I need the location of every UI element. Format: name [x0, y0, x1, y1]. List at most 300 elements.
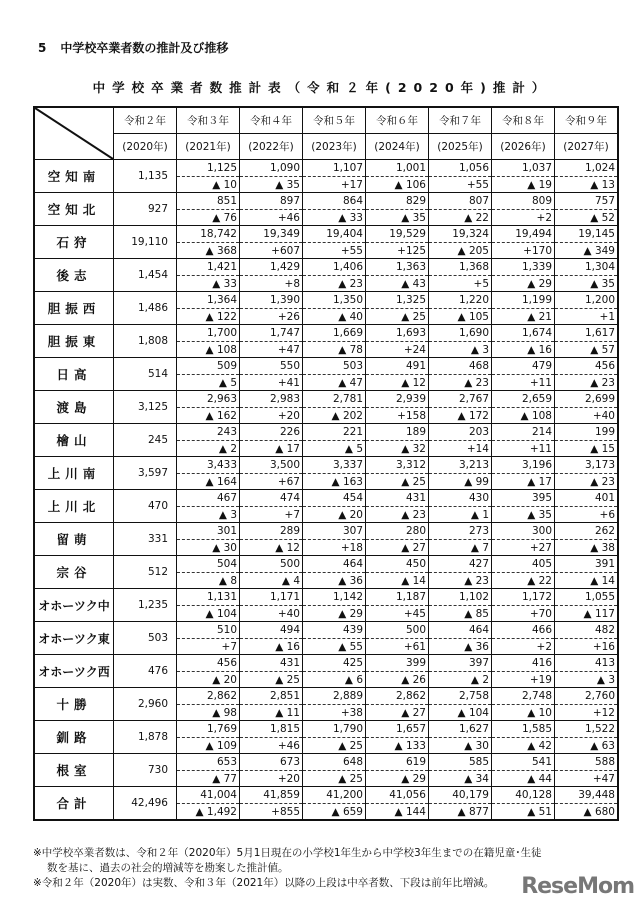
year-cell [555, 622, 619, 655]
year-over-year-change: ▲ 16 [275, 641, 300, 653]
year-cell [492, 292, 555, 325]
year-over-year-change: ▲ 33 [338, 212, 363, 224]
graduates-count: 1,090 [240, 160, 302, 177]
footnote-2: ※令和２年（2020年）は実数、令和３年（2021年）以降の上段は中卒者数、下段は前年比増減。 [33, 877, 495, 889]
graduates-count: 273 [429, 523, 491, 540]
year-over-year-change: ▲ 63 [590, 740, 615, 752]
year-cell [177, 424, 240, 457]
year-cell [555, 391, 619, 424]
year-over-year-change: ▲ 4 [281, 575, 300, 587]
graduates-count: 474 [240, 490, 302, 507]
year-over-year-change: ▲ 27 [401, 542, 426, 554]
year-over-year-change: ▲ 35 [401, 212, 426, 224]
graduates-count: 619 [366, 754, 428, 771]
graduates-count: 1,107 [303, 160, 365, 177]
year-over-year-change: ▲ 25 [275, 674, 300, 686]
base-value-2020: 42,496 [114, 787, 177, 821]
year-cell [177, 226, 240, 259]
year-over-year-change: +38 [340, 707, 363, 719]
header-year: (2027年) [555, 134, 619, 160]
year-cell [555, 490, 619, 523]
year-over-year-change: ▲ 1 [470, 509, 489, 521]
year-over-year-change: ▲ 25 [401, 476, 426, 488]
year-cell [303, 259, 366, 292]
year-over-year-change: +7 [284, 509, 300, 521]
year-over-year-change: +24 [403, 344, 426, 356]
year-over-year-change: ▲ 32 [401, 443, 426, 455]
resemom-watermark: ReseMom [521, 874, 634, 899]
year-over-year-change: +19 [529, 674, 552, 686]
graduates-count: 466 [492, 622, 554, 639]
year-cell [240, 193, 303, 226]
header-year: (2026年) [492, 134, 555, 160]
base-value-2020: 927 [114, 193, 177, 226]
table-row [34, 292, 618, 325]
year-over-year-change: ▲ 349 [583, 245, 615, 257]
year-over-year-change: ▲ 14 [590, 575, 615, 587]
graduates-count: 653 [177, 754, 239, 771]
year-over-year-change: ▲ 368 [205, 245, 237, 257]
graduates-count: 1,200 [555, 292, 617, 309]
year-over-year-change: +45 [403, 608, 426, 620]
graduates-count: 1,199 [492, 292, 554, 309]
year-cell [429, 754, 492, 787]
year-over-year-change: ▲ 51 [527, 806, 552, 818]
year-cell [240, 655, 303, 688]
graduates-count: 3,213 [429, 457, 491, 474]
graduates-count: 1,368 [429, 259, 491, 276]
year-over-year-change: ▲ 8 [218, 575, 237, 587]
base-value-2020: 3,597 [114, 457, 177, 490]
year-cell [240, 325, 303, 358]
year-over-year-change: ▲ 25 [338, 773, 363, 785]
graduates-count: 1,125 [177, 160, 239, 177]
graduates-count: 300 [492, 523, 554, 540]
year-over-year-change: ▲ 1,492 [195, 806, 237, 818]
graduates-count: 416 [492, 655, 554, 672]
graduates-count: 1,304 [555, 259, 617, 276]
year-over-year-change: +8 [284, 278, 300, 290]
year-cell [366, 589, 429, 622]
graduates-count: 1,339 [492, 259, 554, 276]
year-over-year-change: +55 [340, 245, 363, 257]
graduates-count: 757 [555, 193, 617, 210]
header-era: 令和２年 [114, 107, 177, 134]
graduates-count: 1,747 [240, 325, 302, 342]
year-cell [366, 226, 429, 259]
graduates-count: 289 [240, 523, 302, 540]
year-cell [303, 622, 366, 655]
graduates-count: 1,172 [492, 589, 554, 606]
year-cell [429, 688, 492, 721]
year-over-year-change: ▲ 5 [218, 377, 237, 389]
graduates-count: 18,742 [177, 226, 239, 243]
region-name: 宗谷 [34, 556, 114, 589]
year-over-year-change: ▲ 36 [338, 575, 363, 587]
table-row [34, 193, 618, 226]
year-cell [366, 655, 429, 688]
graduates-count: 482 [555, 622, 617, 639]
year-over-year-change: +20 [277, 773, 300, 785]
year-cell [177, 391, 240, 424]
graduates-count: 1,674 [492, 325, 554, 342]
year-over-year-change: ▲ 30 [464, 740, 489, 752]
graduates-count: 464 [303, 556, 365, 573]
year-cell [177, 787, 240, 821]
year-over-year-change: ▲ 27 [401, 707, 426, 719]
graduates-count: 425 [303, 655, 365, 672]
section-heading: 中学校卒業者数の推計及び推移 [60, 41, 229, 55]
header-row-years [34, 134, 618, 160]
year-cell [177, 457, 240, 490]
region-name: オホーツク中 [34, 589, 114, 622]
year-cell [492, 622, 555, 655]
graduates-count: 1,364 [177, 292, 239, 309]
year-cell [366, 193, 429, 226]
year-over-year-change: ▲ 38 [590, 542, 615, 554]
base-value-2020: 19,110 [114, 226, 177, 259]
year-over-year-change: ▲ 164 [205, 476, 237, 488]
year-cell [177, 721, 240, 754]
year-cell [366, 259, 429, 292]
year-cell [240, 787, 303, 821]
year-cell [492, 688, 555, 721]
region-name: 檜山 [34, 424, 114, 457]
year-cell [555, 754, 619, 787]
graduates-count: 2,862 [177, 688, 239, 705]
table-row [34, 358, 618, 391]
graduates-count: 41,859 [240, 787, 302, 804]
graduates-count: 807 [429, 193, 491, 210]
graduates-count: 1,657 [366, 721, 428, 738]
year-over-year-change: ▲ 680 [583, 806, 615, 818]
year-cell [555, 721, 619, 754]
table-row [34, 622, 618, 655]
year-cell [492, 556, 555, 589]
year-cell [240, 622, 303, 655]
table-row [34, 259, 618, 292]
region-name: 渡島 [34, 391, 114, 424]
year-over-year-change: ▲ 105 [457, 311, 489, 323]
region-name: 日高 [34, 358, 114, 391]
graduates-count: 1,522 [555, 721, 617, 738]
graduates-count: 214 [492, 424, 554, 441]
year-cell [366, 292, 429, 325]
year-over-year-change: +47 [592, 773, 615, 785]
year-cell [429, 292, 492, 325]
year-cell [366, 391, 429, 424]
year-over-year-change: +170 [523, 245, 552, 257]
header-year: (2021年) [177, 134, 240, 160]
year-cell [303, 589, 366, 622]
year-over-year-change: +27 [529, 542, 552, 554]
year-cell [240, 721, 303, 754]
year-over-year-change: ▲ 117 [583, 608, 615, 620]
year-cell [303, 688, 366, 721]
year-cell [492, 721, 555, 754]
graduates-count: 1,585 [492, 721, 554, 738]
graduates-count: 243 [177, 424, 239, 441]
year-cell [492, 787, 555, 821]
region-name: 空知北 [34, 193, 114, 226]
table-row [34, 490, 618, 523]
graduates-count: 399 [366, 655, 428, 672]
year-over-year-change: ▲ 33 [212, 278, 237, 290]
year-over-year-change: ▲ 15 [590, 443, 615, 455]
graduates-count: 19,145 [555, 226, 617, 243]
region-name: 上川南 [34, 457, 114, 490]
year-over-year-change: ▲ 35 [590, 278, 615, 290]
table-row [34, 226, 618, 259]
graduates-count: 1,102 [429, 589, 491, 606]
year-over-year-change: ▲ 57 [590, 344, 615, 356]
year-over-year-change: ▲ 23 [590, 476, 615, 488]
graduates-count: 2,748 [492, 688, 554, 705]
year-over-year-change: ▲ 106 [394, 179, 426, 191]
year-over-year-change: +14 [466, 443, 489, 455]
year-cell [429, 391, 492, 424]
graduates-count: 1,790 [303, 721, 365, 738]
year-over-year-change: ▲ 19 [527, 179, 552, 191]
base-value-2020: 730 [114, 754, 177, 787]
year-cell [240, 754, 303, 787]
year-over-year-change: +607 [271, 245, 300, 257]
region-name: オホーツク西 [34, 655, 114, 688]
graduates-count: 397 [429, 655, 491, 672]
graduates-count: 39,448 [555, 787, 617, 804]
year-over-year-change: ▲ 98 [212, 707, 237, 719]
year-cell [177, 292, 240, 325]
footnote-1: ※中学校卒業者数は、令和２年（2020年）5月1日現在の小学校1年生から中学校3年生までの在籍児童･生徒 [33, 847, 542, 859]
year-over-year-change: ▲ 11 [275, 707, 300, 719]
year-over-year-change: ▲ 7 [470, 542, 489, 554]
year-cell [366, 721, 429, 754]
year-over-year-change: +11 [529, 443, 552, 455]
region-name: 後志 [34, 259, 114, 292]
year-over-year-change: ▲ 85 [464, 608, 489, 620]
graduates-count: 19,404 [303, 226, 365, 243]
graduates-count: 1,142 [303, 589, 365, 606]
graduates-count: 19,324 [429, 226, 491, 243]
year-over-year-change: ▲ 6 [344, 674, 363, 686]
year-cell [492, 358, 555, 391]
footnotes [33, 846, 542, 891]
graduates-count: 1,421 [177, 259, 239, 276]
year-cell [555, 325, 619, 358]
year-cell [429, 358, 492, 391]
year-cell [366, 787, 429, 821]
year-over-year-change: ▲ 23 [590, 377, 615, 389]
year-cell [303, 226, 366, 259]
year-over-year-change: ▲ 52 [590, 212, 615, 224]
region-name: 空知南 [34, 160, 114, 193]
graduates-count: 1,001 [366, 160, 428, 177]
region-name: 釧路 [34, 721, 114, 754]
year-over-year-change: ▲ 23 [401, 509, 426, 521]
graduates-count: 2,760 [555, 688, 617, 705]
graduates-count: 1,429 [240, 259, 302, 276]
year-over-year-change: ▲ 77 [212, 773, 237, 785]
graduates-count: 468 [429, 358, 491, 375]
year-over-year-change: ▲ 20 [338, 509, 363, 521]
region-name: 石狩 [34, 226, 114, 259]
base-value-2020: 1,486 [114, 292, 177, 325]
graduates-count: 2,983 [240, 391, 302, 408]
year-over-year-change: +6 [599, 509, 615, 521]
year-over-year-change: ▲ 78 [338, 344, 363, 356]
base-value-2020: 503 [114, 622, 177, 655]
year-cell [429, 787, 492, 821]
year-over-year-change: ▲ 29 [527, 278, 552, 290]
year-cell [555, 292, 619, 325]
year-cell [366, 358, 429, 391]
year-cell [303, 160, 366, 193]
year-cell [492, 655, 555, 688]
year-cell [240, 160, 303, 193]
header-year: (2022年) [240, 134, 303, 160]
year-over-year-change: ▲ 12 [401, 377, 426, 389]
year-over-year-change: +2 [536, 212, 552, 224]
year-cell [429, 160, 492, 193]
base-value-2020: 3,125 [114, 391, 177, 424]
graduates-count: 405 [492, 556, 554, 573]
year-cell [492, 226, 555, 259]
header-era: 令和５年 [303, 107, 366, 134]
table-row [34, 391, 618, 424]
year-over-year-change: ▲ 3 [218, 509, 237, 521]
graduates-count: 2,851 [240, 688, 302, 705]
graduates-count: 1,627 [429, 721, 491, 738]
graduates-count: 1,617 [555, 325, 617, 342]
year-cell [555, 523, 619, 556]
graduates-count: 280 [366, 523, 428, 540]
year-cell [492, 259, 555, 292]
region-name: オホーツク東 [34, 622, 114, 655]
year-over-year-change: ▲ 13 [590, 179, 615, 191]
graduates-count: 1,325 [366, 292, 428, 309]
year-over-year-change: ▲ 104 [205, 608, 237, 620]
year-cell [303, 325, 366, 358]
table-row [34, 688, 618, 721]
base-value-2020: 2,960 [114, 688, 177, 721]
year-cell [429, 556, 492, 589]
year-cell [303, 523, 366, 556]
year-over-year-change: ▲ 47 [338, 377, 363, 389]
year-over-year-change: ▲ 205 [457, 245, 489, 257]
graduates-count: 1,363 [366, 259, 428, 276]
graduates-count: 19,529 [366, 226, 428, 243]
year-cell [240, 556, 303, 589]
region-name: 留萌 [34, 523, 114, 556]
year-cell [240, 688, 303, 721]
year-over-year-change: ▲ 2 [470, 674, 489, 686]
header-era: 令和４年 [240, 107, 303, 134]
year-cell [492, 490, 555, 523]
year-over-year-change: +46 [277, 740, 300, 752]
year-cell [240, 457, 303, 490]
year-cell [429, 226, 492, 259]
graduates-count: 503 [303, 358, 365, 375]
table-row [34, 589, 618, 622]
year-cell [429, 457, 492, 490]
graduates-count: 829 [366, 193, 428, 210]
year-over-year-change: ▲ 172 [457, 410, 489, 422]
graduates-count: 262 [555, 523, 617, 540]
year-cell [177, 259, 240, 292]
table-row [34, 754, 618, 787]
year-cell [492, 457, 555, 490]
year-over-year-change: ▲ 35 [527, 509, 552, 521]
year-cell [366, 490, 429, 523]
graduates-count: 479 [492, 358, 554, 375]
graduates-count: 1,769 [177, 721, 239, 738]
year-cell [177, 523, 240, 556]
year-cell [429, 655, 492, 688]
year-over-year-change: +16 [592, 641, 615, 653]
region-name: 十勝 [34, 688, 114, 721]
year-cell [240, 424, 303, 457]
graduates-count: 500 [240, 556, 302, 573]
table-row [34, 556, 618, 589]
year-over-year-change: ▲ 55 [338, 641, 363, 653]
year-cell [177, 325, 240, 358]
year-cell [366, 160, 429, 193]
year-over-year-change: +55 [466, 179, 489, 191]
year-over-year-change: ▲ 17 [527, 476, 552, 488]
year-over-year-change: ▲ 34 [464, 773, 489, 785]
graduates-count: 500 [366, 622, 428, 639]
year-over-year-change: +26 [277, 311, 300, 323]
year-cell [177, 556, 240, 589]
year-over-year-change: ▲ 76 [212, 212, 237, 224]
region-name: 上川北 [34, 490, 114, 523]
graduates-count: 3,196 [492, 457, 554, 474]
year-over-year-change: ▲ 5 [344, 443, 363, 455]
year-over-year-change: ▲ 133 [394, 740, 426, 752]
year-cell [303, 424, 366, 457]
year-cell [177, 655, 240, 688]
year-over-year-change: ▲ 3 [596, 674, 615, 686]
graduates-count: 456 [555, 358, 617, 375]
base-value-2020: 1,235 [114, 589, 177, 622]
year-cell [240, 358, 303, 391]
year-over-year-change: ▲ 25 [401, 311, 426, 323]
region-name: 胆振西 [34, 292, 114, 325]
year-over-year-change: ▲ 17 [275, 443, 300, 455]
graduates-table [33, 106, 619, 821]
year-over-year-change: ▲ 25 [338, 740, 363, 752]
graduates-count: 809 [492, 193, 554, 210]
graduates-count: 450 [366, 556, 428, 573]
graduates-count: 401 [555, 490, 617, 507]
graduates-count: 41,004 [177, 787, 239, 804]
graduates-count: 2,758 [429, 688, 491, 705]
base-value-2020: 1,878 [114, 721, 177, 754]
year-cell [303, 655, 366, 688]
year-over-year-change: +855 [271, 806, 300, 818]
graduates-count: 226 [240, 424, 302, 441]
year-cell [429, 622, 492, 655]
year-over-year-change: ▲ 144 [394, 806, 426, 818]
year-over-year-change: ▲ 21 [527, 311, 552, 323]
year-cell [366, 457, 429, 490]
graduates-count: 2,889 [303, 688, 365, 705]
graduates-count: 550 [240, 358, 302, 375]
year-cell [240, 589, 303, 622]
year-over-year-change: ▲ 44 [527, 773, 552, 785]
year-over-year-change: ▲ 12 [275, 542, 300, 554]
year-over-year-change: ▲ 10 [212, 179, 237, 191]
